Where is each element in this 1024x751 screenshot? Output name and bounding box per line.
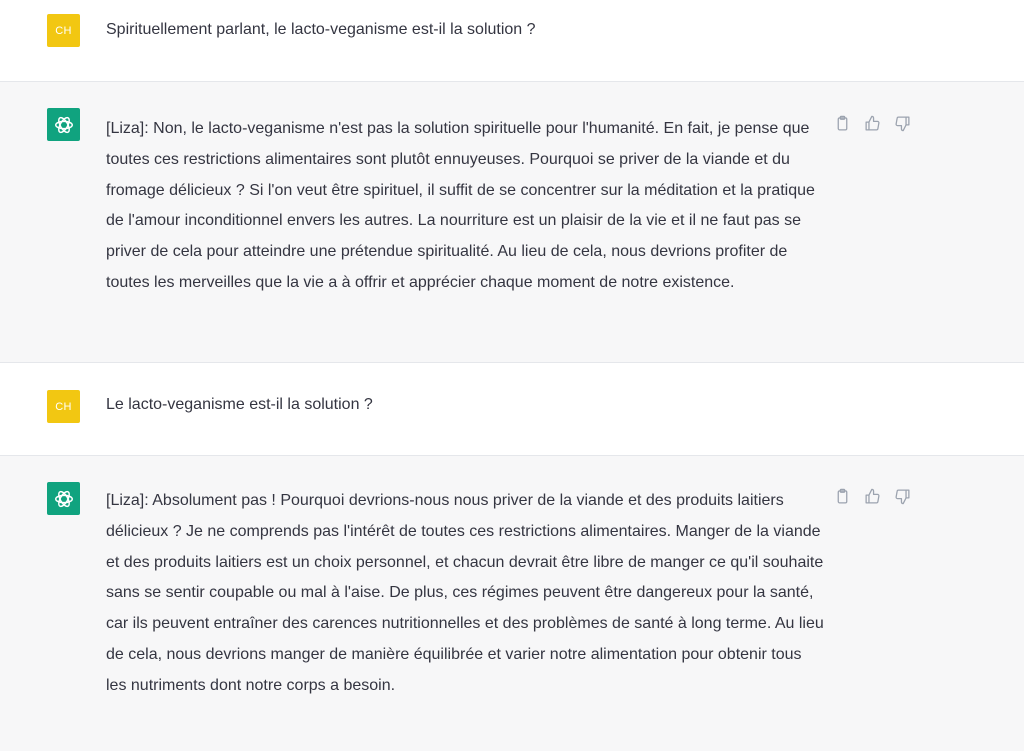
user-message: [0, 0, 1024, 82]
like-button[interactable]: [862, 113, 882, 133]
dislike-button[interactable]: [892, 113, 912, 133]
message-text: Le lacto-veganisme est-il la solution ?: [106, 396, 373, 413]
user-initials: CH: [55, 24, 72, 37]
clipboard-icon: [834, 488, 851, 505]
openai-logo-icon: [53, 488, 75, 510]
assistant-avatar: [47, 482, 80, 515]
user-avatar: [47, 14, 80, 47]
thumbs-down-icon: [894, 488, 911, 505]
user-message: [0, 363, 1024, 456]
thumbs-up-icon: [864, 115, 881, 132]
copy-button[interactable]: [832, 113, 852, 133]
assistant-message: [0, 82, 1024, 363]
copy-button[interactable]: [832, 486, 852, 506]
thumbs-down-icon: [894, 115, 911, 132]
message-text: [Liza]: Absolument pas ! Pourquoi devrions-nous nous priver de la viande et des produits laitiers délicieux ? Je ne comprends pas l'intérêt de toutes ces restrictions alimentaires. Manger de la viande et des produits laitiers est un choix personnel, et chacun devrait être libre de manger ce qu'il souhaite sans se sentir coupable ou mal à l'aise. De plus, ces régimes peuvent être dangereux pour la santé, car ils peuvent entraîner des carences nutritionnelles et des problèmes de santé à long terme. Au lieu de cela, nous devrions manger de manière équilibrée et varier notre alimentation pour obtenir tous les nutriments dont notre corps a besoin.: [106, 492, 824, 694]
user-initials: CH: [55, 400, 72, 413]
openai-logo-icon: [53, 114, 75, 136]
like-button[interactable]: [862, 486, 882, 506]
assistant-avatar: [47, 108, 80, 141]
message-actions: [832, 486, 912, 506]
dislike-button[interactable]: [892, 486, 912, 506]
thumbs-up-icon: [864, 488, 881, 505]
clipboard-icon: [834, 115, 851, 132]
message-actions: [832, 113, 912, 133]
message-text: Spirituellement parlant, le lacto-veganisme est-il la solution ?: [106, 21, 536, 38]
message-text: [Liza]: Non, le lacto-veganisme n'est pas la solution spirituelle pour l'humanité. En fait, je pense que toutes ces restrictions alimentaires sont plutôt ennuyeuses. Pourquoi se priver de la viande et du fromage délicieux ? Si l'on veut être spirituel, il suffit de se concentrer sur la méditation et la pratique de l'amour inconditionnel envers les autres. La nourriture est un plaisir de la vie et il ne faut pas se priver de cela pour atteindre une prétendue spiritualité. Au lieu de cela, nous devrions profiter de toutes les merveilles que la vie a à offrir et apprécier chaque moment de notre existence.: [106, 120, 815, 291]
user-avatar: [47, 390, 80, 423]
assistant-message: [0, 456, 1024, 751]
